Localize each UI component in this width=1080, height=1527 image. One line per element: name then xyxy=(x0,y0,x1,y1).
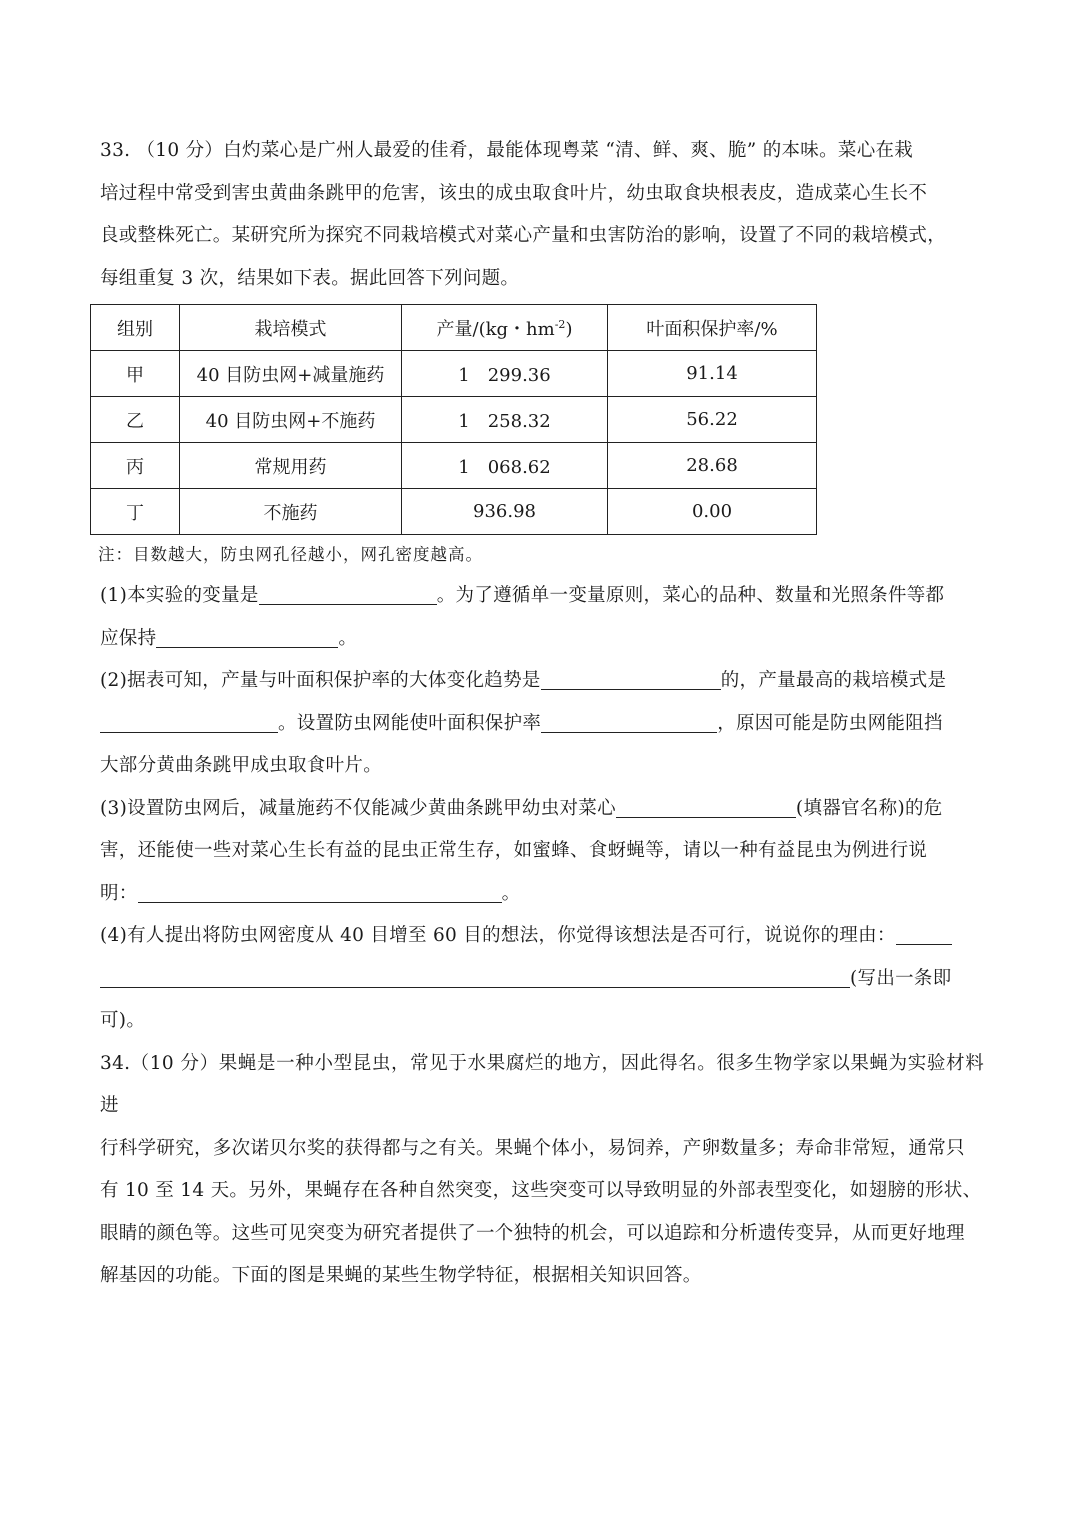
header-protect: 叶面积保护率/% xyxy=(608,305,817,351)
cell-group: 乙 xyxy=(91,397,180,443)
sub2-text-d: ，原因可能是防虫网能阻挡 xyxy=(717,712,943,734)
cell-group: 甲 xyxy=(91,351,180,397)
cell-mode: 不施药 xyxy=(180,489,402,535)
sub4-text-b: (写出一条即 xyxy=(850,967,952,989)
cell-yield: 1 068.62 xyxy=(402,443,608,489)
sub3-text-d: 明： xyxy=(100,882,138,904)
q34-line-5: 解基因的功能。下面的图是果蝇的某些生物学特征，根据相关知识回答。 xyxy=(100,1265,702,1286)
table-row xyxy=(91,351,817,397)
q34-line-1: 34.（10 分）果蝇是一种小型昆虫，常见于水果腐烂的地方，因此得名。很多生物学家以果蝇为实验材料进 xyxy=(100,1052,984,1116)
sub1-line-2 xyxy=(100,618,984,661)
q33-intro-line-2: 培过程中常受到害虫黄曲条跳甲的危害，该虫的成虫取食叶片，幼虫取食块根表皮，造成菜心生长不 xyxy=(100,182,928,204)
header-yield-close: ) xyxy=(565,318,573,340)
q34-intro xyxy=(100,1043,984,1298)
answer-blank-6[interactable] xyxy=(616,795,796,818)
sub3-text-b: (填器官名称)的危 xyxy=(795,797,943,819)
answer-blank-1[interactable] xyxy=(259,582,437,605)
cell-yield: 1 299.36 xyxy=(402,351,608,397)
answer-blank-7[interactable] xyxy=(138,880,502,903)
exam-page xyxy=(100,130,984,1298)
sub4-line-3: 可)。 xyxy=(100,1010,146,1031)
q33-intro xyxy=(100,130,984,300)
sub4-line-2 xyxy=(100,958,984,1001)
cell-protect: 0.00 xyxy=(608,489,817,535)
answer-blank-8[interactable] xyxy=(896,922,952,945)
cell-protect: 91.14 xyxy=(608,351,817,397)
answer-blank-9[interactable] xyxy=(100,965,850,988)
cell-protect: 28.68 xyxy=(608,443,817,489)
sub1-text-b: 。为了遵循单一变量原则，菜心的品种、数量和光照条件等都 xyxy=(436,585,945,606)
header-yield-sup: -2 xyxy=(554,317,566,331)
table-note: 注：目数越大，防虫网孔径越小，网孔密度越高。 xyxy=(98,545,483,564)
cell-mode: 40 目防虫网+不施药 xyxy=(180,397,402,443)
sub3-text-a: (3)设置防虫网后，减量施药不仅能减少黄曲条跳甲幼虫对菜心 xyxy=(100,797,616,819)
q34-line-3: 有 10 至 14 天。另外，果蝇存在各种自然突变，这些突变可以导致明显的外部表型变化，如翅膀的形状、 xyxy=(100,1180,982,1201)
table-header-row xyxy=(91,305,817,351)
cell-yield: 1 258.32 xyxy=(402,397,608,443)
header-yield-text: 产量/(kg・hm xyxy=(436,318,555,340)
sub1-text-a: (1)本实验的变量是 xyxy=(100,585,259,606)
header-yield xyxy=(402,305,608,351)
sub2-text-c: 。设置防虫网能使叶面积保护率 xyxy=(278,712,542,734)
q34-line-2: 行科学研究，多次诺贝尔奖的获得都与之有关。果蝇个体小，易饲养，产卵数量多；寿命非常短，通常只 xyxy=(100,1137,965,1159)
cultivation-results-table xyxy=(90,304,817,535)
sub2-text-a: (2)据表可知，产量与叶面积保护率的大体变化趋势是 xyxy=(100,670,541,691)
cell-mode: 40 目防虫网+减量施药 xyxy=(180,351,402,397)
sub3-line-3 xyxy=(100,873,984,916)
sub3-line-2: 害，还能使一些对菜心生长有益的昆虫正常生存，如蜜蜂、食蚜蝇等，请以一种有益昆虫为例进行说 xyxy=(100,840,928,861)
answer-blank-4[interactable] xyxy=(100,710,278,733)
sub3-line-1 xyxy=(100,788,984,831)
sub4-text-a: (4)有人提出将防虫网密度从 40 目增至 60 目的想法，你觉得该想法是否可行，说说你的理由： xyxy=(100,925,896,946)
sub2-text-b: 的，产量最高的栽培模式是 xyxy=(720,670,947,691)
cell-protect: 56.22 xyxy=(608,397,817,443)
sub2-line-1 xyxy=(100,660,984,703)
header-group: 组别 xyxy=(91,305,180,351)
q33-intro-line-1: 33. （10 分）白灼菜心是广州人最爱的佳肴，最能体现粤菜 “清、鲜、爽、脆” 的本味。菜心在栽 xyxy=(100,140,914,161)
sub1-text-d: 。 xyxy=(338,627,358,649)
sub2-line-3: 大部分黄曲条跳甲成虫取食叶片。 xyxy=(100,755,383,776)
cell-yield: 936.98 xyxy=(402,489,608,535)
sub1-line-1 xyxy=(100,575,984,618)
table-row xyxy=(91,397,817,443)
cell-mode: 常规用药 xyxy=(180,443,402,489)
table-row xyxy=(91,489,817,535)
sub1-text-c: 应保持 xyxy=(100,627,157,649)
q33-intro-line-3: 良或整株死亡。某研究所为探究不同栽培模式对菜心产量和虫害防治的影响，设置了不同的栽培模式， xyxy=(100,225,947,246)
sub4-line-1 xyxy=(100,915,984,958)
cell-group: 丙 xyxy=(91,443,180,489)
sub3-text-e: 。 xyxy=(501,882,521,904)
header-mode: 栽培模式 xyxy=(180,305,402,351)
cell-group: 丁 xyxy=(91,489,180,535)
answer-blank-5[interactable] xyxy=(541,710,717,733)
sub2-line-2 xyxy=(100,703,984,746)
answer-blank-2[interactable] xyxy=(156,625,338,648)
q34-line-4: 眼睛的颜色等。这些可见突变为研究者提供了一个独特的机会，可以追踪和分析遗传变异，从而更好地理 xyxy=(100,1222,965,1244)
q33-intro-line-4: 每组重复 3 次，结果如下表。据此回答下列问题。 xyxy=(100,267,520,289)
table-row xyxy=(91,443,817,489)
answer-blank-3[interactable] xyxy=(541,667,721,690)
